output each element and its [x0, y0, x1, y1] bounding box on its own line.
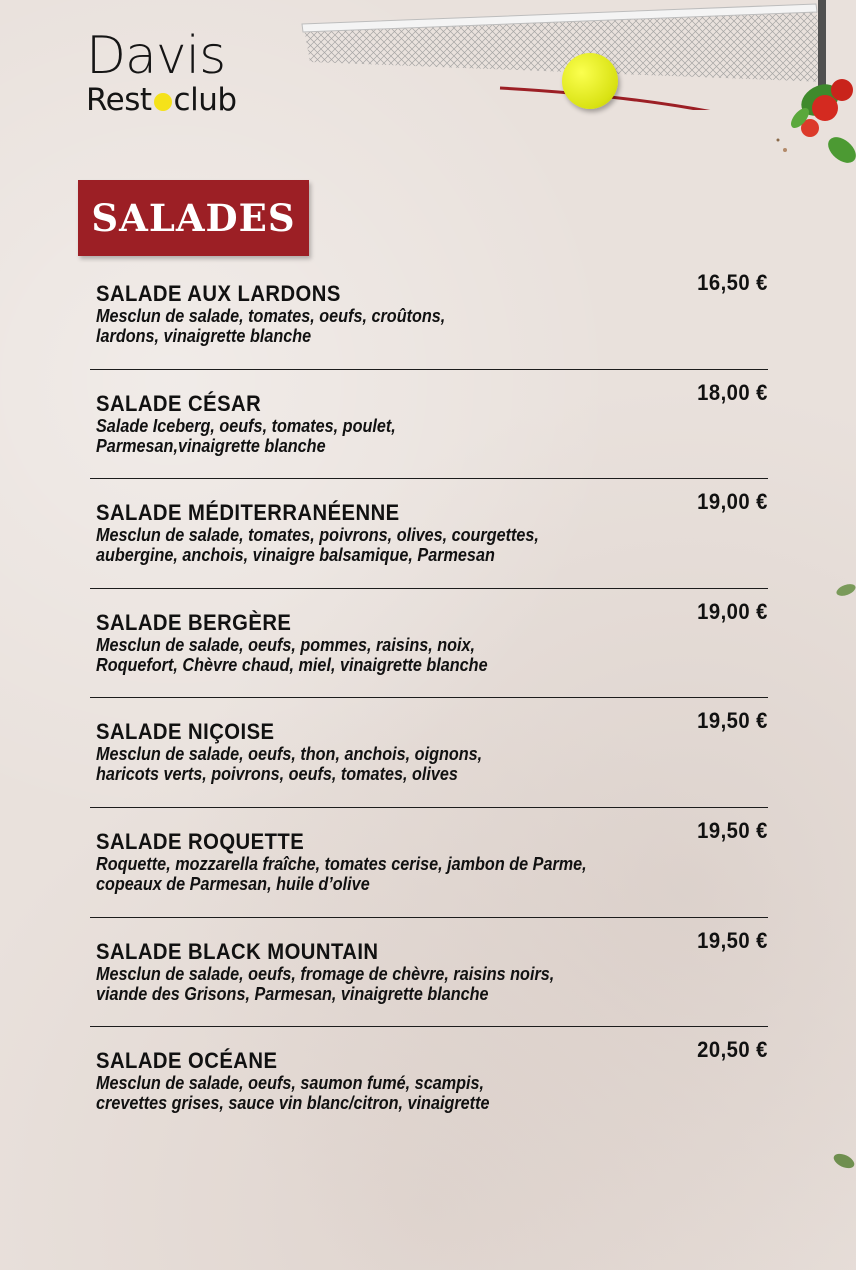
leaf-icon: [828, 1150, 856, 1172]
menu-item: [90, 698, 768, 808]
item-price: 19,00 €: [697, 489, 768, 515]
item-description: Roquette, mozzarella fraîche, tomates cerise, jambon de Parme, copeaux de Parmesan, huile d’olive: [96, 853, 587, 894]
item-description: Mesclun de salade, oeufs, thon, anchois, oignons, haricots verts, poivrons, oeufs, tomates, olives: [96, 744, 483, 785]
item-name: SALADE AUX LARDONS: [96, 281, 341, 306]
section-title: SALADES: [91, 196, 296, 240]
item-name: SALADE ROQUETTE: [96, 828, 305, 854]
item-price: 19,00 €: [697, 598, 768, 624]
item-name: SALADE MÉDITERRANÉENNE: [96, 500, 400, 526]
item-price: 16,50 €: [697, 270, 768, 295]
menu-item: [90, 1027, 768, 1137]
logo-ball-icon: [154, 93, 172, 111]
item-price: 19,50 €: [697, 817, 768, 843]
menu-item: [90, 260, 768, 370]
section-title-banner: [78, 180, 309, 256]
tennis-ball-icon: [562, 53, 618, 109]
item-price: 20,50 €: [697, 1037, 768, 1063]
leaf-icon: [832, 580, 856, 600]
tomato-basil-icon: [770, 70, 856, 180]
item-description: Mesclun de salade, tomates, poivrons, olives, courgettes, aubergine, anchois, vinaigre balsamique, Parmesan: [96, 525, 539, 566]
menu-list: [90, 260, 768, 1137]
logo-sub-left: Rest: [86, 82, 152, 118]
item-price: 18,00 €: [697, 379, 768, 405]
item-name: SALADE BERGÈRE: [96, 609, 292, 635]
logo-name: Davis: [86, 26, 226, 86]
item-name: SALADE CÉSAR: [96, 390, 262, 416]
menu-item: [90, 370, 768, 480]
logo-subtitle: [86, 82, 286, 118]
item-price: 19,50 €: [697, 927, 768, 953]
menu-item: [90, 808, 768, 918]
logo: [86, 26, 286, 118]
item-name: SALADE OCÉANE: [96, 1048, 278, 1074]
item-name: SALADE BLACK MOUNTAIN: [96, 938, 379, 964]
item-price: 19,50 €: [697, 708, 768, 734]
menu-item: [90, 589, 768, 699]
logo-sub-right: club: [173, 82, 237, 118]
item-description: Mesclun de salade, oeufs, pommes, raisins, noix, Roquefort, Chèvre chaud, miel, vinaigrette blanche: [96, 634, 488, 675]
item-description: Salade Iceberg, oeufs, tomates, poulet, Parmesan,vinaigrette blanche: [96, 415, 396, 456]
item-name: SALADE NIÇOISE: [96, 719, 275, 745]
menu-item: [90, 479, 768, 589]
item-description: Mesclun de salade, oeufs, fromage de chèvre, raisins noirs, viande des Grisons, Parmesan, vinaigrette blanche: [96, 963, 555, 1004]
item-description: Mesclun de salade, oeufs, saumon fumé, scampis, crevettes grises, sauce vin blanc/citron, vinaigrette: [96, 1073, 490, 1114]
item-description: Mesclun de salade, tomates, oeufs, croûtons, lardons, vinaigrette blanche: [96, 306, 446, 346]
menu-item: [90, 918, 768, 1028]
